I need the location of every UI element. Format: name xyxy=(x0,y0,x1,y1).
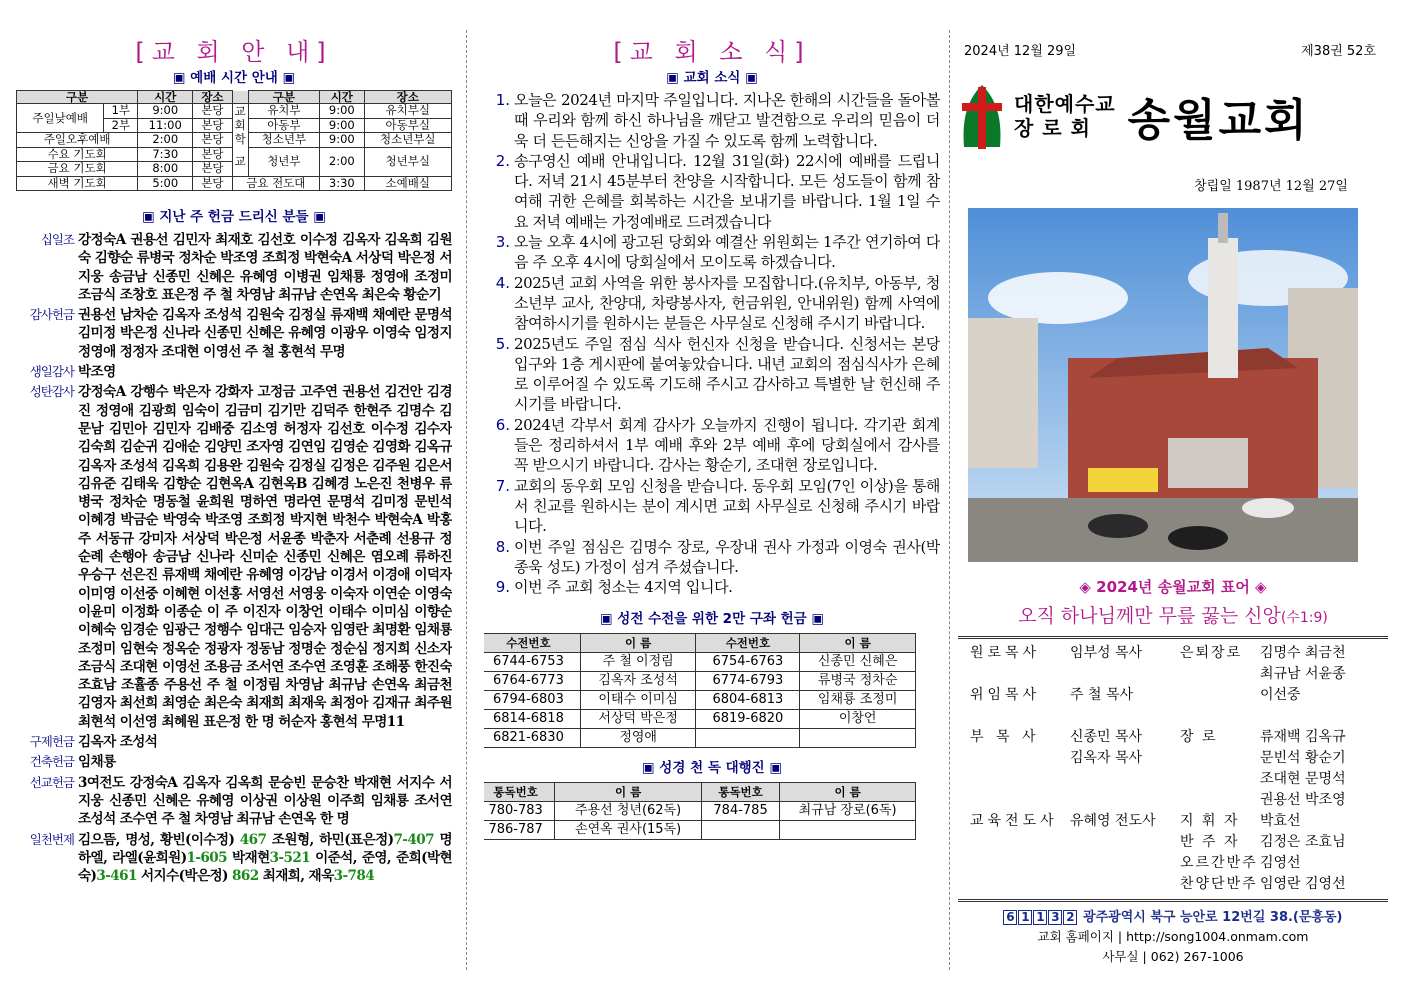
staff-name: 박효선 xyxy=(1260,813,1301,829)
offering-category: 일천번제 xyxy=(29,831,74,847)
name-text: 박재현 xyxy=(227,849,270,866)
news-text: 2024년 각부서 회계 감사가 오늘까지 진행이 됩니다. 각기관 회계들은 정리하셔서 1부 예배 후와 2부 예배 후에 당회실에서 감사를 꼭 받으시기 바랍니다. 감사는 황순기, 조대현 장로입니다. xyxy=(514,415,940,475)
zip-digit: 3 xyxy=(1048,910,1062,925)
cell: 6821-6830 xyxy=(484,729,580,748)
table-row xyxy=(484,821,916,840)
zip-code xyxy=(1003,910,1078,925)
cell xyxy=(696,729,800,748)
name-text: 조원형, 하민(표은정) xyxy=(266,831,394,848)
name-text: 명하엘, 라엘(윤희원) xyxy=(78,831,452,866)
cell: 9:00 xyxy=(138,104,193,119)
offering-row xyxy=(16,733,452,751)
staff-title: 장 로 xyxy=(1180,729,1218,745)
school-label-cell: 학 xyxy=(232,133,248,148)
cell: 본당 xyxy=(193,104,232,119)
church-info-title: [교 회 안 내] xyxy=(135,38,333,66)
cell: 김옥자 조성석 xyxy=(580,672,696,691)
offering-names: 김옥자 조성석 xyxy=(78,734,158,751)
cell: 아동부실 xyxy=(364,118,451,133)
staff-name: 임부성 목사 xyxy=(1070,645,1143,661)
cell: 최규남 장로(6독) xyxy=(780,802,916,821)
count-text: 3-521 xyxy=(269,849,311,866)
staff-title xyxy=(970,790,1070,811)
denomination-line: 장 로 회 xyxy=(1014,116,1091,140)
header-cell: 구분 xyxy=(248,91,319,104)
bible-reading-table xyxy=(484,782,916,840)
staff-name xyxy=(1070,832,1180,853)
founded-date: 창립일 1987년 12월 27일 xyxy=(1194,179,1348,194)
header-cell: 이 름 xyxy=(780,783,916,802)
offering-row xyxy=(16,753,452,771)
news-number: 3. xyxy=(495,233,510,252)
header-cell: 시간 xyxy=(138,91,193,104)
news-number: 5. xyxy=(495,334,510,353)
column-divider-1 xyxy=(466,30,467,970)
cell xyxy=(701,821,779,840)
motto-reference: (수1:9) xyxy=(1280,610,1328,626)
cell: 청년부 xyxy=(248,147,319,176)
bible-reading-title: ▣ 성경 천 독 대행진 ▣ xyxy=(641,760,783,777)
offering-category: 생일감사 xyxy=(29,364,74,380)
staff-title xyxy=(1180,790,1260,811)
offering-row xyxy=(16,306,452,361)
address: 광주광역시 북구 능안로 12번길 38.(문흥동) xyxy=(1083,910,1343,925)
cell: 손연옥 권사(15독) xyxy=(555,821,702,840)
news-number: 2. xyxy=(495,151,510,170)
school-label-cell: 회 xyxy=(232,118,248,133)
offering-names: 3여전도 강정숙A 김옥자 김옥희 문승빈 문승찬 박재현 서지수 서지웅 신종민 신혜은 유혜영 이상권 이상원 이주희 임채룡 조서연 조성석 조수연 주 철 차영남 최규남 손연옥 한 명 xyxy=(78,774,452,828)
staff-title xyxy=(1180,769,1260,790)
staff-title xyxy=(970,664,1070,685)
header-cell: 이 름 xyxy=(555,783,702,802)
cell: 6744-6753 xyxy=(484,653,580,672)
staff-name xyxy=(1070,769,1180,790)
divider xyxy=(958,636,1388,639)
table-row xyxy=(484,653,916,672)
staff-title xyxy=(970,832,1070,853)
header-cell: 이 름 xyxy=(580,634,696,653)
church-building-photo xyxy=(968,208,1358,562)
cell: 본당 xyxy=(193,133,232,148)
staff-title: 은퇴장로 xyxy=(1180,645,1243,661)
staff-list xyxy=(958,643,1388,895)
offering-row xyxy=(16,774,452,829)
cell: 주용선 청년(62독) xyxy=(555,802,702,821)
cell: 본당 xyxy=(193,176,232,191)
news-number: 4. xyxy=(495,273,510,292)
header-cell: 통독번호 xyxy=(484,783,555,802)
offering-category: 건축헌금 xyxy=(29,754,74,770)
church-info-column xyxy=(16,0,452,992)
bible-offering-table xyxy=(484,633,916,748)
homepage: 교회 홈페이지 | http://song1004.onmam.com xyxy=(1037,929,1309,944)
name-text: 서지수(박은정) xyxy=(136,868,232,885)
news-number: 9. xyxy=(495,578,510,597)
staff-title xyxy=(970,706,1070,727)
staff-name xyxy=(1070,874,1180,895)
bulletin-cover-column xyxy=(958,0,1388,992)
staff-title xyxy=(1180,685,1260,706)
address-line xyxy=(958,906,1388,925)
offering-row xyxy=(16,383,452,731)
offering-row xyxy=(16,363,452,381)
name-text: 김으뜸, 명성, 황빈(이수정) xyxy=(78,831,240,848)
cell: 784-785 xyxy=(701,802,779,821)
bulletin-date: 2024년 12월 29일 xyxy=(964,44,1077,59)
cell: 류병국 정차순 xyxy=(800,672,916,691)
count-text: 467 xyxy=(239,831,267,848)
name-text: 최재희, 재욱 xyxy=(258,868,334,885)
cell: 아동부 xyxy=(248,118,319,133)
cell: 1부 xyxy=(104,104,138,119)
offering-title: ▣ 지난 주 헌금 드리신 분들 ▣ xyxy=(141,209,327,225)
cell: 유치부 xyxy=(248,104,319,119)
spacer-cell xyxy=(232,91,248,104)
news-list xyxy=(484,90,940,597)
offering-category: 감사헌금 xyxy=(29,307,74,323)
news-item xyxy=(484,90,940,151)
offering-row xyxy=(16,231,452,304)
church-news-title: [교 회 소 식] xyxy=(613,38,811,66)
count-text: 3-784 xyxy=(333,868,375,885)
cell xyxy=(780,821,916,840)
staff-name: 김정은 조효님 xyxy=(1260,834,1346,850)
staff-name: 임영란 김영선 xyxy=(1260,876,1346,892)
staff-name: 김영선 xyxy=(1260,855,1301,871)
school-label-cell: 교 xyxy=(232,147,248,176)
worship-time-table xyxy=(16,90,452,191)
table-row xyxy=(484,672,916,691)
header-cell: 장소 xyxy=(193,91,232,104)
issue-line xyxy=(958,40,1388,59)
staff-name: 김옥자 목사 xyxy=(1070,750,1143,766)
offering-names: 강정숙A 강행수 박은자 강화자 고정금 고주연 권용선 김건안 김경진 정영애 김광희 임숙이 김금미 김기만 김덕주 한현주 김명수 김문남 김민아 김민자 김배중 김소영 허정자 김선호 이수정 김수자 김숙희 김순귀 김애순 김양민 조자영 김연임 김영순 김영화 김옥규 김옥자 조성석 김옥희 김용완 김원숙 김정실 김정은 김주원 김은서 김유준 김태욱 김향순 김현옥A 김현옥B 김혜경 노은진 천병우 류병국 정차순 명동철 윤희원 명하연 명라연 문명석 김미정 문빈석 이혜경 박금순 박영숙 박조영 조희정 박지현 박천수 박현숙A 박홍주 서동규 강미자 서상덕 박은정 서윤종 박춘자 서춘례 선용규 정순례 손행아 송금남 신나라 신미순 신종민 신혜은 염오례 류하진 우승구 선은진 류재백 채예란 유혜영 이강남 이경서 이경애 이덕자 이미영 이선중 이혜현 이선홍 서영선 서영웅 이숙자 이연순 이영숙 이윤미 이정화 이종순 이 주 이진자 이창언 이태수 이미심 이향순 이혜숙 임경순 임광근 정행수 임대근 임승자 임영란 최명환 임채룡 조정미 임현숙 정옥순 정광자 정동남 정명순 정순심 정지희 신소자 조금식 조대현 이영선 조용금 조서연 조수연 조영훈 조해풍 한진숙 조효남 조휼종 주용선 주 철 이정림 차영남 최규남 손연옥 최금천 김영자 최선희 최영순 최은숙 최재희 최재욱 최정아 김재규 최주원 최현석 이선영 최혜원 표은정 한 명 허순자 홍현석 무명11 xyxy=(78,384,452,730)
cell: 임채룡 조정미 xyxy=(800,691,916,710)
staff-name xyxy=(1070,664,1180,685)
news-number: 7. xyxy=(495,476,510,495)
offering-category: 구제헌금 xyxy=(29,734,74,750)
news-item xyxy=(484,537,940,578)
bulletin-issue: 제38권 52호 xyxy=(1301,44,1376,59)
cell: 3:30 xyxy=(320,176,365,191)
count-text: 7-407 xyxy=(393,831,434,848)
news-text: 이번 주 교회 청소는 4지역 입니다. xyxy=(514,578,733,597)
cell: 8:00 xyxy=(138,162,193,177)
worship-time-title: ▣ 예배 시간 안내 ▣ xyxy=(172,70,296,86)
cell: 금요 전도대 xyxy=(232,176,319,191)
news-item xyxy=(484,577,940,597)
offering-names: 임채룡 xyxy=(78,754,116,771)
denomination-line: 대한예수교 xyxy=(1014,92,1116,116)
zip-digit: 1 xyxy=(1018,910,1032,925)
zip-digit: 6 xyxy=(1003,910,1017,925)
cell: 수요 기도회 xyxy=(17,147,138,162)
offering-names xyxy=(78,831,452,886)
cell: 6794-6803 xyxy=(484,691,580,710)
cell: 9:00 xyxy=(320,118,365,133)
staff-title: 반 주 자 xyxy=(1180,834,1240,850)
cell: 본당 xyxy=(193,118,232,133)
staff-name: 이선중 xyxy=(1260,687,1301,703)
news-text: 오늘은 2024년 마지막 주일입니다. 지나온 한해의 시간들을 돌아볼 때 우리와 함께 하신 하나님을 깨닫고 발견함으로 우리의 믿음이 더욱 더 든든해지는 신앙을 가질 수 있도록 함께 노력합니다. xyxy=(514,91,940,150)
cell: 정영애 xyxy=(580,729,696,748)
cell: 6764-6773 xyxy=(484,672,580,691)
staff-title xyxy=(970,748,1070,769)
cell: 주일오후예배 xyxy=(17,133,138,148)
cell: 금요 기도회 xyxy=(17,162,138,177)
staff-name: 조대현 문명석 xyxy=(1260,771,1346,787)
staff-name: 문빈석 황순기 xyxy=(1260,750,1346,766)
staff-title: 오르간반주 xyxy=(1180,855,1258,871)
news-text: 교회의 동우회 모임 신청을 받습니다. 동우회 모임(7인 이상)을 통해서 친교를 원하시는 분이 계시면 교회 사무실로 신청해 주시기 바랍니다. xyxy=(514,476,940,536)
news-section-title: ▣ 교회 소식 ▣ xyxy=(666,70,758,86)
cell xyxy=(800,729,916,748)
offering-category: 십일조 xyxy=(40,232,74,247)
staff-name xyxy=(1070,706,1180,727)
cell: 11:00 xyxy=(138,118,193,133)
cell: 6814-6818 xyxy=(484,710,580,729)
cell: 5:00 xyxy=(138,176,193,191)
header-cell: 통독번호 xyxy=(701,783,779,802)
table-row xyxy=(484,691,916,710)
cell: 유치부실 xyxy=(364,104,451,119)
staff-title: 원로목사 xyxy=(970,645,1041,661)
zip-digit: 1 xyxy=(1033,910,1047,925)
offering-names: 강정숙A 권용선 김민자 최재호 김선호 이수정 김옥자 김옥희 김원숙 김향순 류병국 정차순 박조영 조희정 박현숙A 서상덕 박은정 서지웅 송금남 신종민 신혜은 유혜영 이병권 임채룡 정영애 조정미 조금식 조창호 표은정 주 철 차영남 최규남 손연옥 최은숙 황순기 xyxy=(78,232,452,303)
count-text: 862 xyxy=(231,868,259,885)
column-divider-2 xyxy=(949,30,950,970)
staff-title: 지 휘 자 xyxy=(1180,813,1240,829)
offering-category: 선교헌금 xyxy=(29,774,74,790)
news-text: 오늘 오후 4시에 광고된 당회와 예결산 위원회는 1주간 연기하여 다음 주 오후 4시에 당회실에서 모이도록 하겠습니다. xyxy=(514,233,940,272)
cell: 청년부실 xyxy=(364,147,451,176)
staff-title: 위임목사 xyxy=(970,687,1041,703)
table-row xyxy=(484,729,916,748)
header-cell: 수전번호 xyxy=(696,634,800,653)
cell: 6774-6793 xyxy=(696,672,800,691)
office-phone: 사무실 | 062) 267-1006 xyxy=(1102,949,1244,964)
staff-name: 유혜영 전도사 xyxy=(1070,813,1156,829)
header-cell: 장소 xyxy=(364,91,451,104)
cell: 786-787 xyxy=(484,821,555,840)
count-text: 3-461 xyxy=(96,868,137,885)
cell: 신종민 신혜은 xyxy=(800,653,916,672)
staff-title: 교육전도사 xyxy=(970,813,1058,829)
motto xyxy=(958,601,1388,628)
cell: 2부 xyxy=(104,118,138,133)
staff-name: 김명수 최금천 xyxy=(1260,645,1346,661)
cell: 2:00 xyxy=(138,133,193,148)
staff-name: 신종민 목사 xyxy=(1070,729,1143,745)
offering-row xyxy=(16,831,452,886)
zip-digit: 2 xyxy=(1063,910,1077,925)
news-item xyxy=(484,334,940,415)
staff-name: 권용선 박조영 xyxy=(1260,792,1346,808)
news-item xyxy=(484,273,940,334)
staff-title xyxy=(970,769,1070,790)
header-cell: 이 름 xyxy=(800,634,916,653)
staff-title: 찬양단반주 xyxy=(1180,876,1258,892)
staff-name xyxy=(1260,706,1388,727)
church-logo xyxy=(958,81,1388,151)
church-name: 송월교회 xyxy=(1127,95,1310,146)
church-news-column xyxy=(484,0,940,992)
cell: 청소년부 xyxy=(248,133,319,148)
news-item xyxy=(484,476,940,537)
staff-name: 주 철 목사 xyxy=(1070,687,1133,703)
offering-names: 박조영 xyxy=(78,364,116,381)
cell: 이창언 xyxy=(800,710,916,729)
cell: 780-783 xyxy=(484,802,555,821)
news-number: 1. xyxy=(495,91,510,109)
cell: 9:00 xyxy=(320,104,365,119)
cell: 주 철 이정림 xyxy=(580,653,696,672)
staff-title xyxy=(1180,664,1260,685)
news-text: 2025년도 주일 점심 식사 헌신자 신청을 받습니다. 신청서는 본당 입구와 1층 게시판에 붙여놓았습니다. 내년 교회의 점심식사가 은혜로 이루어질 수 있도록 기도해 주시고 감사하고 특별한 날 헌신해 주시기를 바랍니다. xyxy=(514,334,940,414)
cell: 본당 xyxy=(193,147,232,162)
motto-text: 오직 하나님께만 무릎 꿇는 신앙 xyxy=(1018,605,1281,627)
staff-title xyxy=(970,874,1070,895)
news-number: 8. xyxy=(495,537,510,556)
news-text: 2025년 교회 사역을 위한 봉사자를 모집합니다.(유치부, 아동부, 청소년부 교사, 찬양대, 차량봉사자, 헌금위원, 안내위원) 함께 사역에 참여하시기를 원하시는 분들은 사무실로 신청해 주시기 바랍니다. xyxy=(514,273,940,333)
cell: 서상덕 박은정 xyxy=(580,710,696,729)
staff-name: 최규남 서윤종 xyxy=(1260,666,1346,682)
cell: 이태수 이미심 xyxy=(580,691,696,710)
table-row xyxy=(484,710,916,729)
cell: 소예배실 xyxy=(364,176,451,191)
school-label-cell: 교 xyxy=(232,104,248,119)
staff-title xyxy=(970,853,1070,874)
cell: 주일낮예배 xyxy=(17,104,104,133)
header-cell: 시간 xyxy=(320,91,365,104)
cell: 6804-6813 xyxy=(696,691,800,710)
cross-icon xyxy=(958,81,1006,151)
staff-title xyxy=(1180,748,1260,769)
news-item xyxy=(484,232,940,273)
header-cell: 구분 xyxy=(17,91,138,104)
news-text: 송구영신 예배 안내입니다. 12월 31일(화) 22시에 예배를 드립니다. 저녁 21시 45분부터 찬양을 시작합니다. 모든 성도들이 함께 참여해 귀한 은혜를 회복하는 시간을 보내기를 바랍니다. 1월 1일 수요 저녁 예배는 가정예배로 드려겠습니다 xyxy=(514,151,940,231)
count-text: 1-605 xyxy=(186,849,228,866)
name-text: 이준석, 준영, 준희(박현숙) xyxy=(78,849,452,885)
news-text: 이번 주일 점심은 김명수 장로, 우장내 권사 가정과 이영숙 권사(박종욱 성도) 가정이 섬겨 주셨습니다. xyxy=(514,537,940,576)
bible-offering-title: ▣ 성전 수전을 위한 2만 구좌 헌금 ▣ xyxy=(599,611,825,628)
header-cell: 수전번호 xyxy=(484,634,580,653)
news-item xyxy=(484,415,940,476)
news-number: 6. xyxy=(495,415,510,434)
staff-title: 부 목 사 xyxy=(970,729,1040,745)
cell: 6819-6820 xyxy=(696,710,800,729)
divider xyxy=(958,899,1388,902)
news-item xyxy=(484,151,940,232)
staff-title xyxy=(1180,706,1260,727)
cell: 본당 xyxy=(193,162,232,177)
offering-names: 권용선 남차순 김옥자 조성석 김원숙 김정실 류재백 채예란 문명석 김미정 박은정 신나라 신종민 신혜은 유혜영 이광우 이영숙 임정지 정영애 정정자 조대현 이영선 주 철 홍현석 무명 xyxy=(78,307,452,360)
cell: 청소년부실 xyxy=(364,133,451,148)
staff-name: 류재백 김옥규 xyxy=(1260,729,1346,745)
staff-name xyxy=(1070,790,1180,811)
cell: 2:00 xyxy=(320,147,365,176)
cell: 9:00 xyxy=(320,133,365,148)
offering-category: 성탄감사 xyxy=(29,384,74,400)
denomination xyxy=(1014,92,1116,140)
cell: 7:30 xyxy=(138,147,193,162)
cell: 6754-6763 xyxy=(696,653,800,672)
motto-title: ◈ 2024년 송월교회 표어 ◈ xyxy=(1079,578,1267,596)
staff-name xyxy=(1070,853,1180,874)
table-row xyxy=(484,802,916,821)
cell: 새벽 기도회 xyxy=(17,176,138,191)
